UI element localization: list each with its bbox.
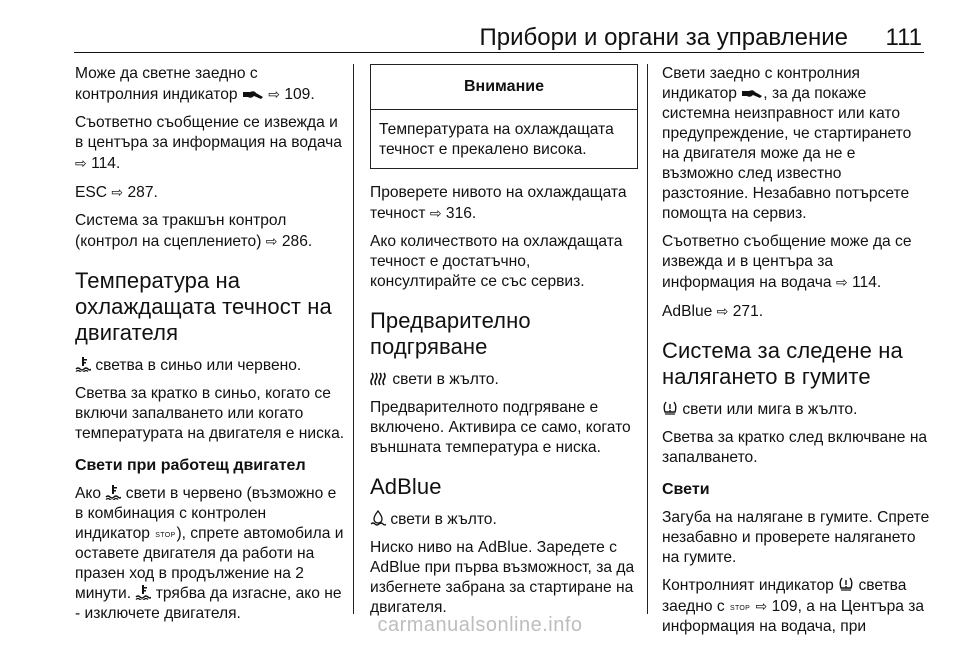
paragraph: светва в синьо или червено. — [75, 356, 345, 376]
page-ref-arrow-icon: ⇨ — [75, 155, 87, 171]
subheading-lights: Свети — [662, 481, 710, 498]
paragraph: Свети заедно с контролния индикатор , за да покаже системна неизправност или като предупреждение, че стартирането на двигателя може да не е възможно след известно разстояние. Незабавно потърсете помощта на сервиз. — [662, 65, 912, 222]
coolant-temperature-icon — [135, 584, 151, 600]
page-ref-arrow-icon: ⇨ — [835, 274, 848, 290]
column-3 — [662, 64, 930, 645]
page-ref-link[interactable]: 286. — [281, 233, 313, 250]
paragraph: Може да светне заедно с контролния индикатор ⇨ 109. — [75, 65, 315, 103]
wrench-icon — [242, 89, 264, 101]
warning-box — [370, 64, 638, 169]
paragraph: Предварителното подгряване е включено. Активира се само, когато външната температура е ниска. — [370, 399, 631, 456]
paragraph: Съответно съобщение може да се извежда и в центъра за информация на водача ⇨ 114. — [662, 233, 912, 291]
paragraph: Проверете нивото на охлаждащата течност ⇨ 316. — [370, 184, 627, 222]
section-heading-coolant: Температура на охлаждащата течност на двигателя — [75, 268, 332, 345]
page-ref-link[interactable]: 114. — [852, 274, 882, 291]
paragraph: Контролният индикатор светва заедно с STOP ⇨ 109, а на Центъра за информация на водача, при — [662, 577, 925, 635]
column-divider-2 — [647, 64, 648, 614]
watermark: carmanualsonline.info — [377, 614, 583, 636]
paragraph: Светва за кратко в синьо, когато се включи запалването или когато температурата на двигателя е ниска. — [75, 385, 345, 442]
page-ref-arrow-icon: ⇨ — [716, 303, 729, 319]
adblue-icon — [370, 510, 386, 526]
column-divider-1 — [353, 64, 354, 614]
page-ref-arrow-icon: ⇨ — [111, 184, 124, 200]
coolant-temperature-icon — [105, 484, 121, 500]
page-ref-link[interactable]: 109. — [284, 86, 315, 103]
paragraph: Ако количеството на охлаждащата течност е достатъчно, консултирайте се със сервиз. — [370, 233, 623, 290]
paragraph: Съответно съобщение се извежда и в центъра за информация на водача ⇨ 114. — [75, 114, 342, 172]
warning-body: Температурата на охлаждащата течност е прекалено висока. — [379, 121, 614, 158]
column-1 — [75, 64, 345, 632]
paragraph: Светва за кратко след включване на запалването. — [662, 429, 928, 466]
header-divider — [74, 52, 924, 53]
page-ref-link[interactable]: 316. — [445, 205, 477, 222]
wrench-icon — [741, 88, 763, 100]
paragraph: Ако свети в червено (възможно е в комбинация с контролен индикатор STOP), спрете автомобила и оставете двигателя да работи на празен ход в продължение на 2 минути. трябва да изгасне, ако не - изключете двигателя. — [75, 485, 344, 622]
page-ref-link[interactable]: 287. — [127, 184, 158, 201]
page-ref-arrow-icon: ⇨ — [268, 86, 280, 102]
tire-pressure-icon — [838, 576, 854, 592]
page-title: Прибори и органи за управление — [479, 24, 848, 51]
stop-indicator-icon: STOP — [730, 605, 751, 612]
section-heading-adblue: AdBlue — [370, 474, 442, 499]
tire-pressure-icon — [662, 400, 678, 416]
paragraph: Загуба на налягане в гумите. Спрете незабавно и проверете налягането на гумите. — [662, 509, 930, 566]
subheading-engine-running: Свети при работещ двигател — [75, 457, 306, 474]
paragraph: Система за тракшън контрол (контрол на сцеплението) ⇨ 286. — [75, 212, 313, 250]
column-2 — [370, 64, 638, 626]
coolant-temperature-icon — [75, 356, 91, 372]
page-header — [0, 0, 960, 56]
glow-plug-icon — [370, 372, 388, 386]
page-ref-arrow-icon: ⇨ — [755, 598, 768, 614]
paragraph: AdBlue ⇨ 271. — [662, 303, 764, 320]
page-ref-arrow-icon: ⇨ — [265, 233, 278, 249]
page-number: 111 — [885, 24, 922, 51]
warning-title: Внимание — [371, 65, 637, 110]
paragraph: свети или мига в жълто. — [662, 400, 930, 420]
page-ref-arrow-icon: ⇨ — [429, 205, 442, 221]
section-heading-tpms: Система за следене на налягането в гумите — [662, 338, 903, 389]
page-ref-link[interactable]: 114. — [91, 155, 121, 172]
page-ref-link[interactable]: 271. — [732, 303, 764, 320]
paragraph: ESC ⇨ 287. — [75, 184, 158, 201]
section-heading-preheat: Предварително подгряване — [370, 308, 531, 359]
stop-indicator-icon: STOP — [155, 532, 176, 539]
paragraph: свети в жълто. — [370, 370, 638, 390]
paragraph: Ниско ниво на AdBlue. Заредете с AdBlue при първа възможност, за да избегнете забрана за стартиране на двигателя. — [370, 539, 635, 616]
paragraph: свети в жълто. — [370, 510, 638, 530]
